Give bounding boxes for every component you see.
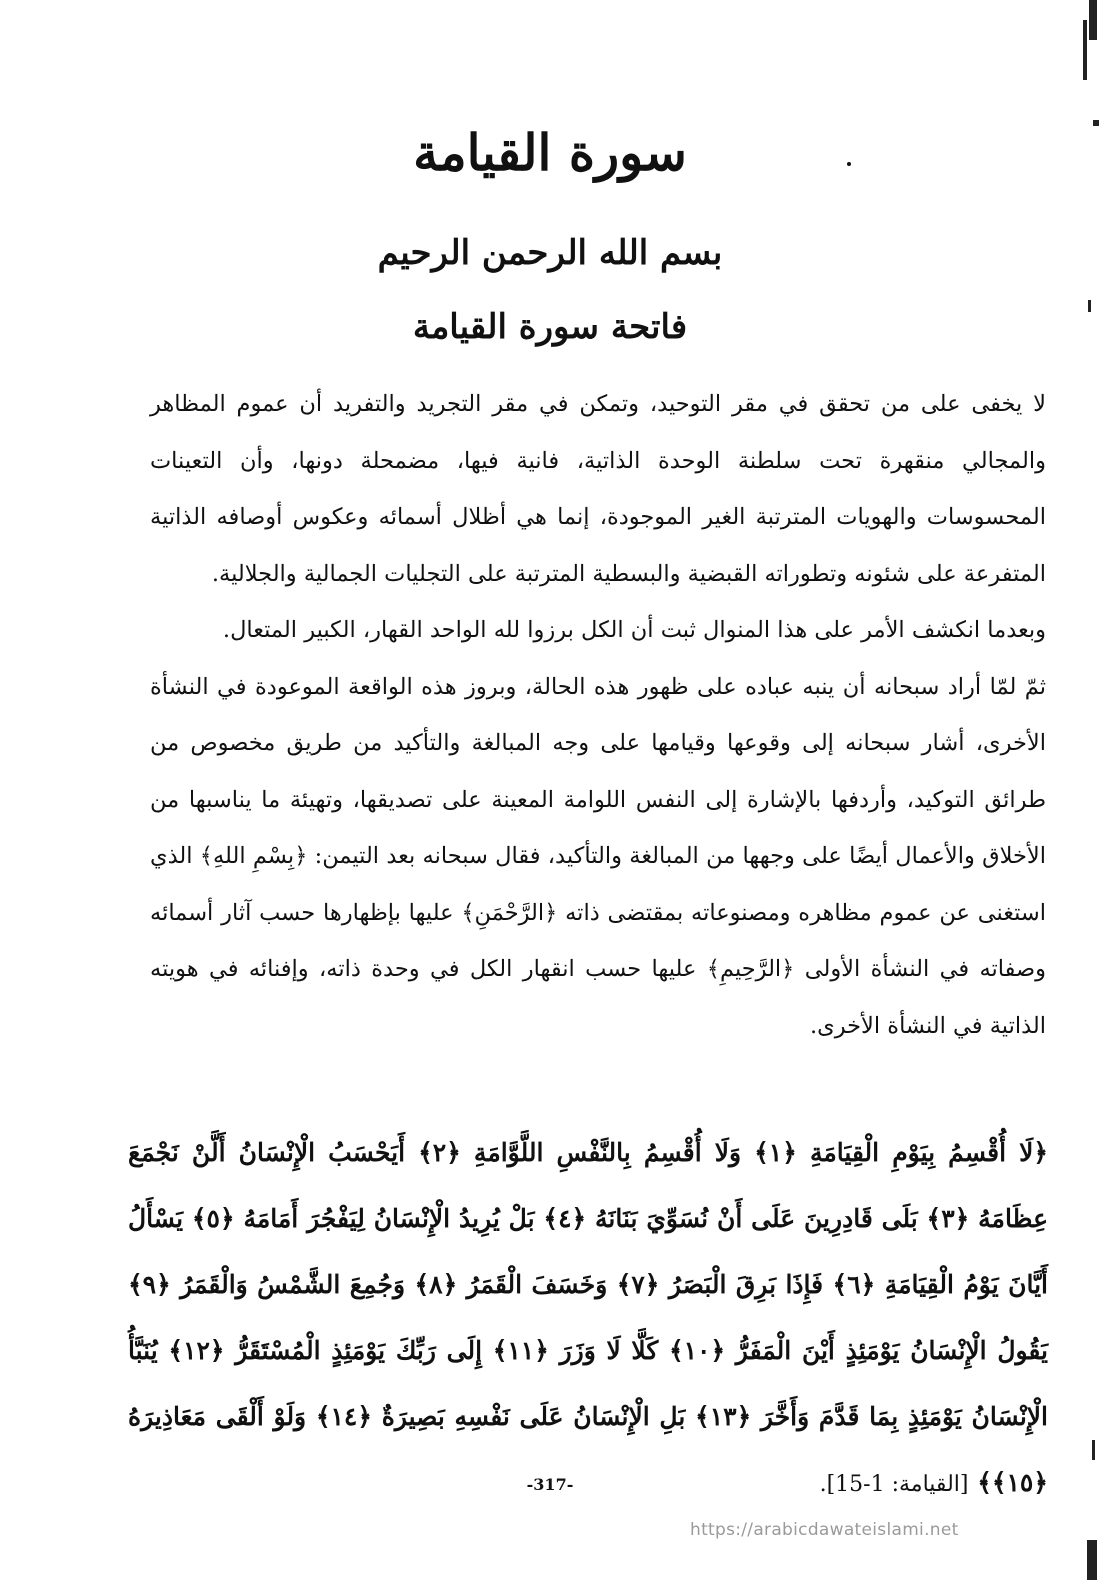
commentary-body [150,376,1046,1054]
scan-edge-artifact [1061,0,1101,1580]
quran-verses-block [128,1120,1048,1518]
page-title: سورة القيامة [413,123,687,182]
section-subtitle: فاتحة سورة القيامة [412,307,688,347]
page-number: -317- [526,1475,574,1494]
paragraph: ثمّ لمّا أراد سبحانه أن ينبه عباده على ظهور هذه الحالة، وبروز هذه الواقعة الموعودة في النشأة الأخرى، أشار سبحانه إلى وقوعها وقيامها على وجه المبالغة والتأكيد من طريق مخصوص من طرائق التوكيد، وأردفها بالإشارة إلى النفس اللوامة المعينة على تصديقها، وتهيئة ما يناسبها من الأخلاق والأعمال أيضًا على وجهها من المبالغة والتأكيد، فقال سبحانه بعد التيمن: ﴿بِسْمِ اللهِ﴾ الذي استغنى عن عموم مظاهره ومصنوعاته بمقتضى ذاته ﴿الرَّحْمَنِ﴾ عليها بإظهارها حسب آثار أسمائه وصفاته في النشأة الأولى ﴿الرَّحِيمِ﴾ عليها حسب انقهار الكل في وحدة ذاته، وإفنائه في هويته الذاتية في النشأة الأخرى. [150,673,1046,1039]
quran-reference: [القيامة: 1-15]. [819,1472,969,1497]
quran-verses: ﴿لَا أُقْسِمُ بِيَوْمِ الْقِيَامَةِ ﴿١﴾ وَلَا أُقْسِمُ بِالنَّفْسِ اللَّوَّامَةِ ﴿٢﴾ أَيَحْسَبُ الْإِنْسَانُ أَلَّنْ نَجْمَعَ عِظَامَهُ ﴿٣﴾ بَلَى قَادِرِينَ عَلَى أَنْ نُسَوِّيَ بَنَانَهُ ﴿٤﴾ بَلْ يُرِيدُ الْإِنْسَانُ لِيَفْجُرَ أَمَامَهُ ﴿٥﴾ يَسْأَلُ أَيَّانَ يَوْمُ الْقِيَامَةِ ﴿٦﴾ فَإِذَا بَرِقَ الْبَصَرُ ﴿٧﴾ وَخَسَفَ الْقَمَرُ ﴿٨﴾ وَجُمِعَ الشَّمْسُ وَالْقَمَرُ ﴿٩﴾ يَقُولُ الْإِنْسَانُ يَوْمَئِذٍ أَيْنَ الْمَفَرُّ ﴿١٠﴾ كَلَّا لَا وَزَرَ ﴿١١﴾ إِلَى رَبِّكَ يَوْمَئِذٍ الْمُسْتَقَرُّ ﴿١٢﴾ يُنَبَّأُ الْإِنْسَانُ يَوْمَئِذٍ بِمَا قَدَّمَ وَأَخَّرَ ﴿١٣﴾ بَلِ الْإِنْسَانُ عَلَى نَفْسِهِ بَصِيرَةٌ ﴿١٤﴾ وَلَوْ أَلْقَى مَعَاذِيرَهُ ﴿١٥﴾﴾ [128,1138,1049,1497]
source-watermark: https://arabicdawateislami.net [690,1520,959,1540]
paragraph: وبعدما انكشف الأمر على هذا المنوال ثبت أن الكل برزوا لله الواحد القهار، الكبير المتعال. [222,617,1046,643]
title-dot-mark [847,162,851,166]
basmala-heading: بسم الله الرحمن الرحيم [377,233,723,273]
paragraph: لا يخفى على من تحقق في مقر التوحيد، وتمكن في مقر التجريد والتفريد أن عموم المظاهر والمجالي منقهرة تحت سلطنة الوحدة الذاتية، فانية فيها، مضمحلة دونها، وأن التعينات المحسوسات والهويات المترتبة الغير الموجودة، إنما هي أظلال أسمائه وعكوس أوصافه الذاتية المتفرعة على شئونه وتطوراته القبضية والبسطية المترتبة على التجليات الجمالية والجلالية. [150,391,1046,587]
